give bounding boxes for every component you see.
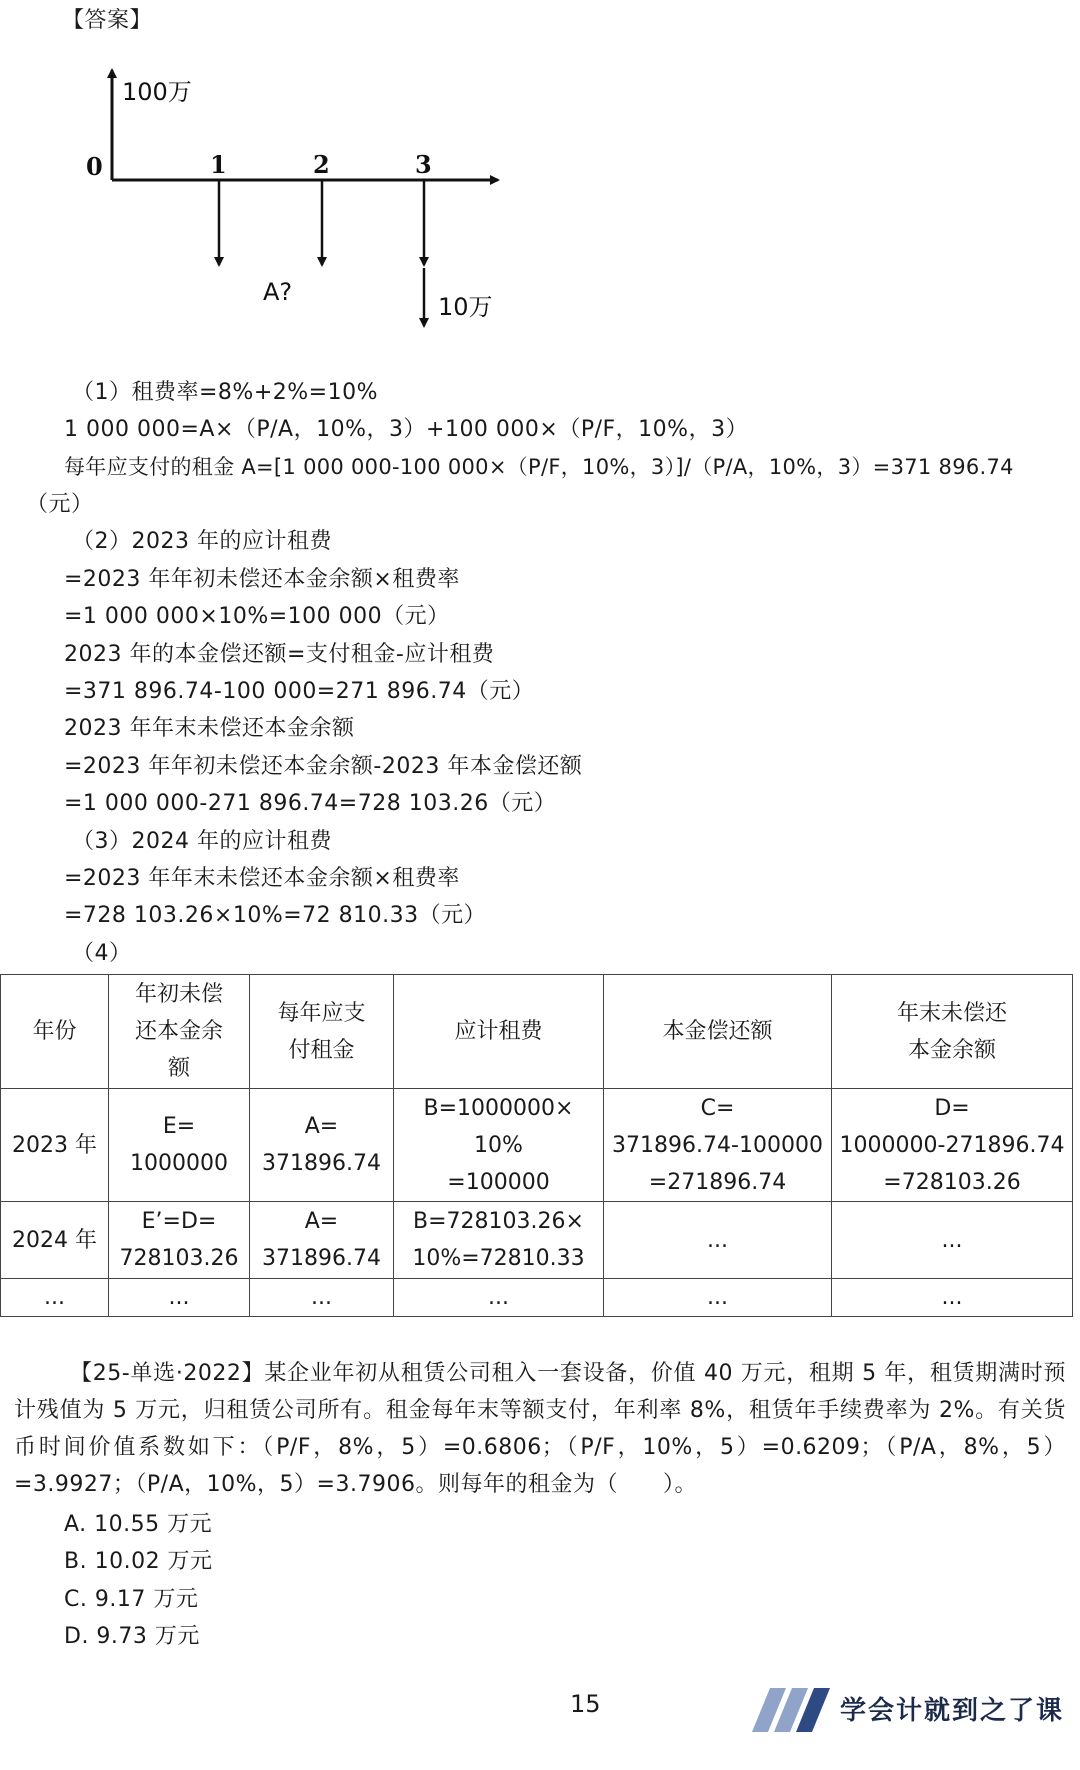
- table-row: [1, 1089, 1073, 1202]
- cell-closing-balance: ...: [832, 1279, 1073, 1317]
- answer-heading: 【答案】: [62, 8, 153, 33]
- header-year: 年份: [1, 975, 109, 1089]
- header-annual-payment: 每年应支 付租金: [250, 975, 394, 1089]
- cell-closing-balance: ...: [832, 1202, 1073, 1279]
- period-0-label: 0: [86, 152, 103, 181]
- residual-amount-label: 10万: [438, 293, 493, 321]
- solution-line-14: =2023 年年末未偿还本金余额×租费率: [64, 866, 460, 891]
- solution-line-16: （4）: [72, 941, 132, 966]
- solution-line-2: 1 000 000=A×（P/A，10%，3）+100 000×（P/F，10%，3）: [64, 417, 749, 442]
- solution-line-13: （3）2024 年的应计租费: [72, 829, 332, 854]
- header-accrued-fee: 应计租费: [394, 975, 604, 1089]
- cell-opening-balance: ...: [109, 1279, 250, 1317]
- solution-line-8: 2023 年的本金偿还额=支付租金-应计租费: [64, 642, 495, 667]
- solution-line-4: （元）: [26, 492, 94, 517]
- cell-principal-repayment: C= 371896.74-100000 =271896.74: [604, 1089, 832, 1202]
- option-c: C. 9.17 万元: [64, 1587, 199, 1612]
- cell-accrued-fee: B=1000000× 10% =100000: [394, 1089, 604, 1202]
- solution-line-10: 2023 年年末未偿还本金余额: [64, 716, 355, 741]
- solution-line-12: =1 000 000-271 896.74=728 103.26（元）: [64, 791, 557, 816]
- cell-accrued-fee: ...: [394, 1279, 604, 1317]
- table-header-row: [1, 975, 1073, 1089]
- cell-accrued-fee: B=728103.26× 10%=72810.33: [394, 1202, 604, 1279]
- period-3-label: 3: [415, 150, 432, 179]
- amortization-table: [0, 974, 1073, 1317]
- cell-opening-balance: E’=D= 728103.26: [109, 1202, 250, 1279]
- solution-line-5: （2）2023 年的应计租费: [72, 529, 332, 554]
- brand-logo-icon: [752, 1686, 832, 1736]
- solution-line-9: =371 896.74-100 000=271 896.74（元）: [64, 679, 535, 704]
- cash-flow-diagram: [0, 0, 1080, 340]
- cell-opening-balance: E= 1000000: [109, 1089, 250, 1202]
- cell-annual-payment: A= 371896.74: [250, 1202, 394, 1279]
- option-b: B. 10.02 万元: [64, 1549, 213, 1574]
- cell-closing-balance: D= 1000000-271896.74 =728103.26: [832, 1089, 1073, 1202]
- cell-year: 2024 年: [1, 1202, 109, 1279]
- cell-annual-payment: A= 371896.74: [250, 1089, 394, 1202]
- solution-line-7: =1 000 000×10%=100 000（元）: [64, 604, 450, 629]
- table-row: [1, 1202, 1073, 1279]
- header-closing-balance: 年末未偿还 本金余额: [832, 975, 1073, 1089]
- cell-annual-payment: ...: [250, 1279, 394, 1317]
- page-number: 15: [570, 1690, 601, 1718]
- cell-year: 2023 年: [1, 1089, 109, 1202]
- cell-year: ...: [1, 1279, 109, 1317]
- header-opening-balance: 年初未偿 还本金余 额: [109, 975, 250, 1089]
- option-a: A. 10.55 万元: [64, 1512, 213, 1537]
- period-2-label: 2: [313, 150, 330, 179]
- solution-line-11: =2023 年年初未偿还本金余额-2023 年本金偿还额: [64, 754, 583, 779]
- option-d: D. 9.73 万元: [64, 1624, 200, 1649]
- payment-unknown-label: A?: [263, 278, 293, 306]
- cell-principal-repayment: ...: [604, 1202, 832, 1279]
- cell-principal-repayment: ...: [604, 1279, 832, 1317]
- solution-line-3: 每年应支付的租金 A=[1 000 000-100 000×（P/F，10%，3）]/（P/A，10%，3）=371 896.74: [64, 455, 1014, 479]
- table-row: [1, 1279, 1073, 1317]
- header-principal-repayment: 本金偿还额: [604, 975, 832, 1089]
- inflow-amount-label: 100万: [122, 78, 192, 106]
- brand-slogan: 学会计就到之了课: [840, 1696, 1065, 1726]
- solution-line-15: =728 103.26×10%=72 810.33（元）: [64, 903, 487, 928]
- solution-line-1: （1）租费率=8%+2%=10%: [72, 380, 378, 405]
- question-text: 【25-单选·2022】某企业年初从租赁公司租入一套设备，价值 40 万元，租期 5 年，租赁期满时预计残值为 5 万元，归租赁公司所有。租金每年末等额支付，年利率 8%，租赁年手续费率为 2%。有关货币时间价值系数如下：（P/F，8%，5）=0.6806；（P/F，10%，5）=0.6209；（P/A，8%，5）=3.9927；（P/A，10%，5）=3.7906。则每年的租金为（ ）。: [14, 1361, 1066, 1497]
- solution-line-6: =2023 年年初未偿还本金余额×租费率: [64, 567, 460, 592]
- period-1-label: 1: [210, 150, 227, 179]
